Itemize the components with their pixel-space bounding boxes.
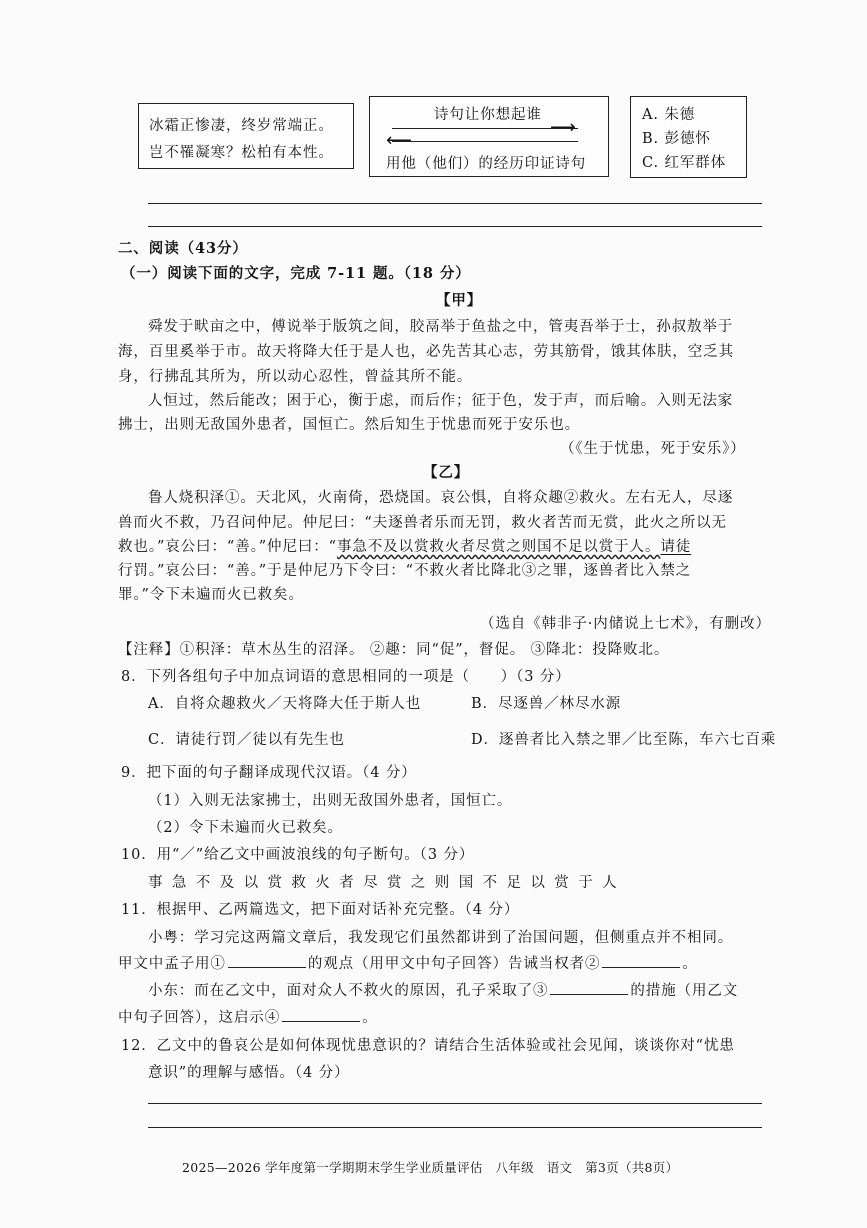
page-footer: 2025—2026 学年度第一学期期末学生学业质量评估 八年级 语文 第3页（共8页）	[182, 1160, 679, 1175]
yi-line-text: 救也。”哀公曰：“善。”仲尼曰：“	[118, 539, 337, 555]
option-c: C. 红军群体	[642, 155, 727, 171]
wavy-sentence: 事急不及以赏救火者尽赏之则国不足以赏于人。	[336, 539, 661, 555]
jia-line: 舜发于畎亩之中，傅说举于版筑之间，胶鬲举于鱼盐之中，管夷吾举于士，孙叔敖举于	[148, 319, 734, 335]
jia-line: 海，百里奚举于市。故天将降大任于是人也，必先苦其心志，劳其筋骨，饿其体肤，空乏其	[118, 344, 734, 360]
question-9: 9．把下面的句子翻译成现代汉语。（4 分）	[121, 765, 417, 781]
left-arrow-head: ⟵	[386, 130, 412, 151]
q11-line	[118, 1006, 378, 1027]
q11-text: 的措施（用乙文	[630, 983, 739, 999]
blank-4[interactable]	[282, 1007, 360, 1022]
question-12-cont: 意识”的理解与感悟。（4 分）	[148, 1065, 350, 1081]
yi-line	[118, 535, 691, 556]
jia-title: 【甲】	[436, 292, 483, 309]
q11-text: 小东：而在乙文中，面对众人不救火的原因，孔子采取了③	[148, 983, 549, 999]
q10-sentence: 事急不及以赏救火者尽赏之则国不足以赏于人	[148, 875, 626, 891]
answer-line	[148, 1103, 762, 1104]
option-a: A. 朱德	[642, 107, 696, 123]
q11-text: 。	[362, 1010, 378, 1026]
blank-2[interactable]	[602, 953, 680, 968]
q11-text: 甲文中孟子用①	[118, 956, 226, 972]
q11-text: 中句子回答），这启示④	[118, 1010, 281, 1026]
yi-line: 鲁人烧积泽①。天北风，火南倚，恐烧国。哀公惧，自将众趣②救火。左右无人，尽逐	[148, 490, 734, 506]
right-arrow-head: ⟶	[550, 117, 576, 138]
answer-line	[148, 226, 762, 227]
jia-line: 身，行拂乱其所为，所以动心忍性，曾益其所不能。	[118, 369, 473, 385]
question-11: 11．根据甲、乙两篇选文，把下面对话补充完整。（4 分）	[121, 902, 520, 918]
option-b: B. 彭德怀	[642, 131, 711, 147]
jia-line: 人恒过，然后能改；困于心，衡于虑，而后作；征于色，发于声，而后喻。入则无法家	[148, 393, 734, 409]
blank-1[interactable]	[228, 953, 306, 968]
question-10: 10．用“／”给乙文中画波浪线的句子断句。（3 分）	[121, 847, 475, 863]
association-top-label: 诗句让你想起谁	[434, 107, 542, 123]
answer-line	[148, 1127, 762, 1128]
poem-line-1: 冰霜正惨凄，终岁常端正。	[149, 118, 334, 134]
q8-option-c: C．请徒行罚／徒以有先生也	[148, 732, 345, 748]
q11-text: 的观点（用甲文中句子回答）告诫当权者②	[307, 956, 601, 972]
jia-line: 拂士，出则无敌国外患者，国恒亡。然后知生于忧患而死于安乐也。	[118, 417, 580, 433]
q8-option-b: B．尽逐兽／林尽水源	[471, 696, 622, 712]
yi-source: （选自《韩非子·内储说上七术》，有删改）	[480, 616, 771, 632]
q9-item-2: （2）令下未遍而火已救矣。	[148, 820, 343, 836]
q11-text: 。	[682, 956, 698, 972]
answer-line	[148, 203, 762, 204]
yi-title: 【乙】	[423, 464, 470, 481]
association-bottom-label: 用他（他们）的经历印证诗句	[386, 156, 587, 172]
yi-line: 罪。”令下未遍而火已救矣。	[118, 587, 304, 603]
blank-3[interactable]	[550, 980, 628, 995]
yi-line: 行罚。”哀公曰：“善。”于是仲尼乃下令曰：“不救火者比降北③之罪，逐兽者比入禁之	[118, 563, 692, 579]
q8-option-d: D．逐兽者比入禁之罪／比至陈，车六七百乘	[471, 732, 777, 748]
annotation: 【注释】①积泽：草木丛生的沼泽。 ②趣：同“促”，督促。 ③降北：投降败北。	[118, 642, 670, 658]
poem-line-2: 岂不罹凝寒？松柏有本性。	[149, 145, 334, 161]
yi-line-text: 请徒	[660, 539, 692, 555]
q11-line: 小粤：学习完这两篇文章后，我发现它们虽然都讲到了治国问题，但侧重点并不相同。	[148, 930, 734, 946]
left-arrow	[392, 141, 578, 142]
q11-line	[148, 979, 738, 1000]
jia-source: （《生于忧患，死于安乐》）	[560, 441, 746, 457]
question-12: 12．乙文中的鲁哀公是如何体现忧患意识的？请结合生活体验或社会见闻，谈谈你对“忧患	[121, 1038, 735, 1054]
question-8: 8．下列各组句子中加点词语的意思相同的一项是（ ）（3 分）	[121, 669, 571, 685]
options-box	[630, 96, 747, 178]
section-heading: 二、阅读（43分）	[118, 240, 248, 257]
association-box	[369, 96, 609, 177]
poem-box	[138, 103, 354, 169]
q8-option-a: A．自将众趣救火／天将降大任于斯人也	[148, 696, 422, 712]
subsection-heading: （一）阅读下面的文字，完成 7-11 题。（18 分）	[121, 265, 471, 282]
q9-item-1: （1）入则无法家拂士，出则无敌国外患者，国恒亡。	[148, 793, 513, 809]
yi-line: 兽而火不救，乃召问仲尼。仲尼曰：“夫逐兽者乐而无罚，救火者苦而无赏，此火之所以无	[118, 515, 727, 531]
q11-line	[118, 952, 698, 973]
